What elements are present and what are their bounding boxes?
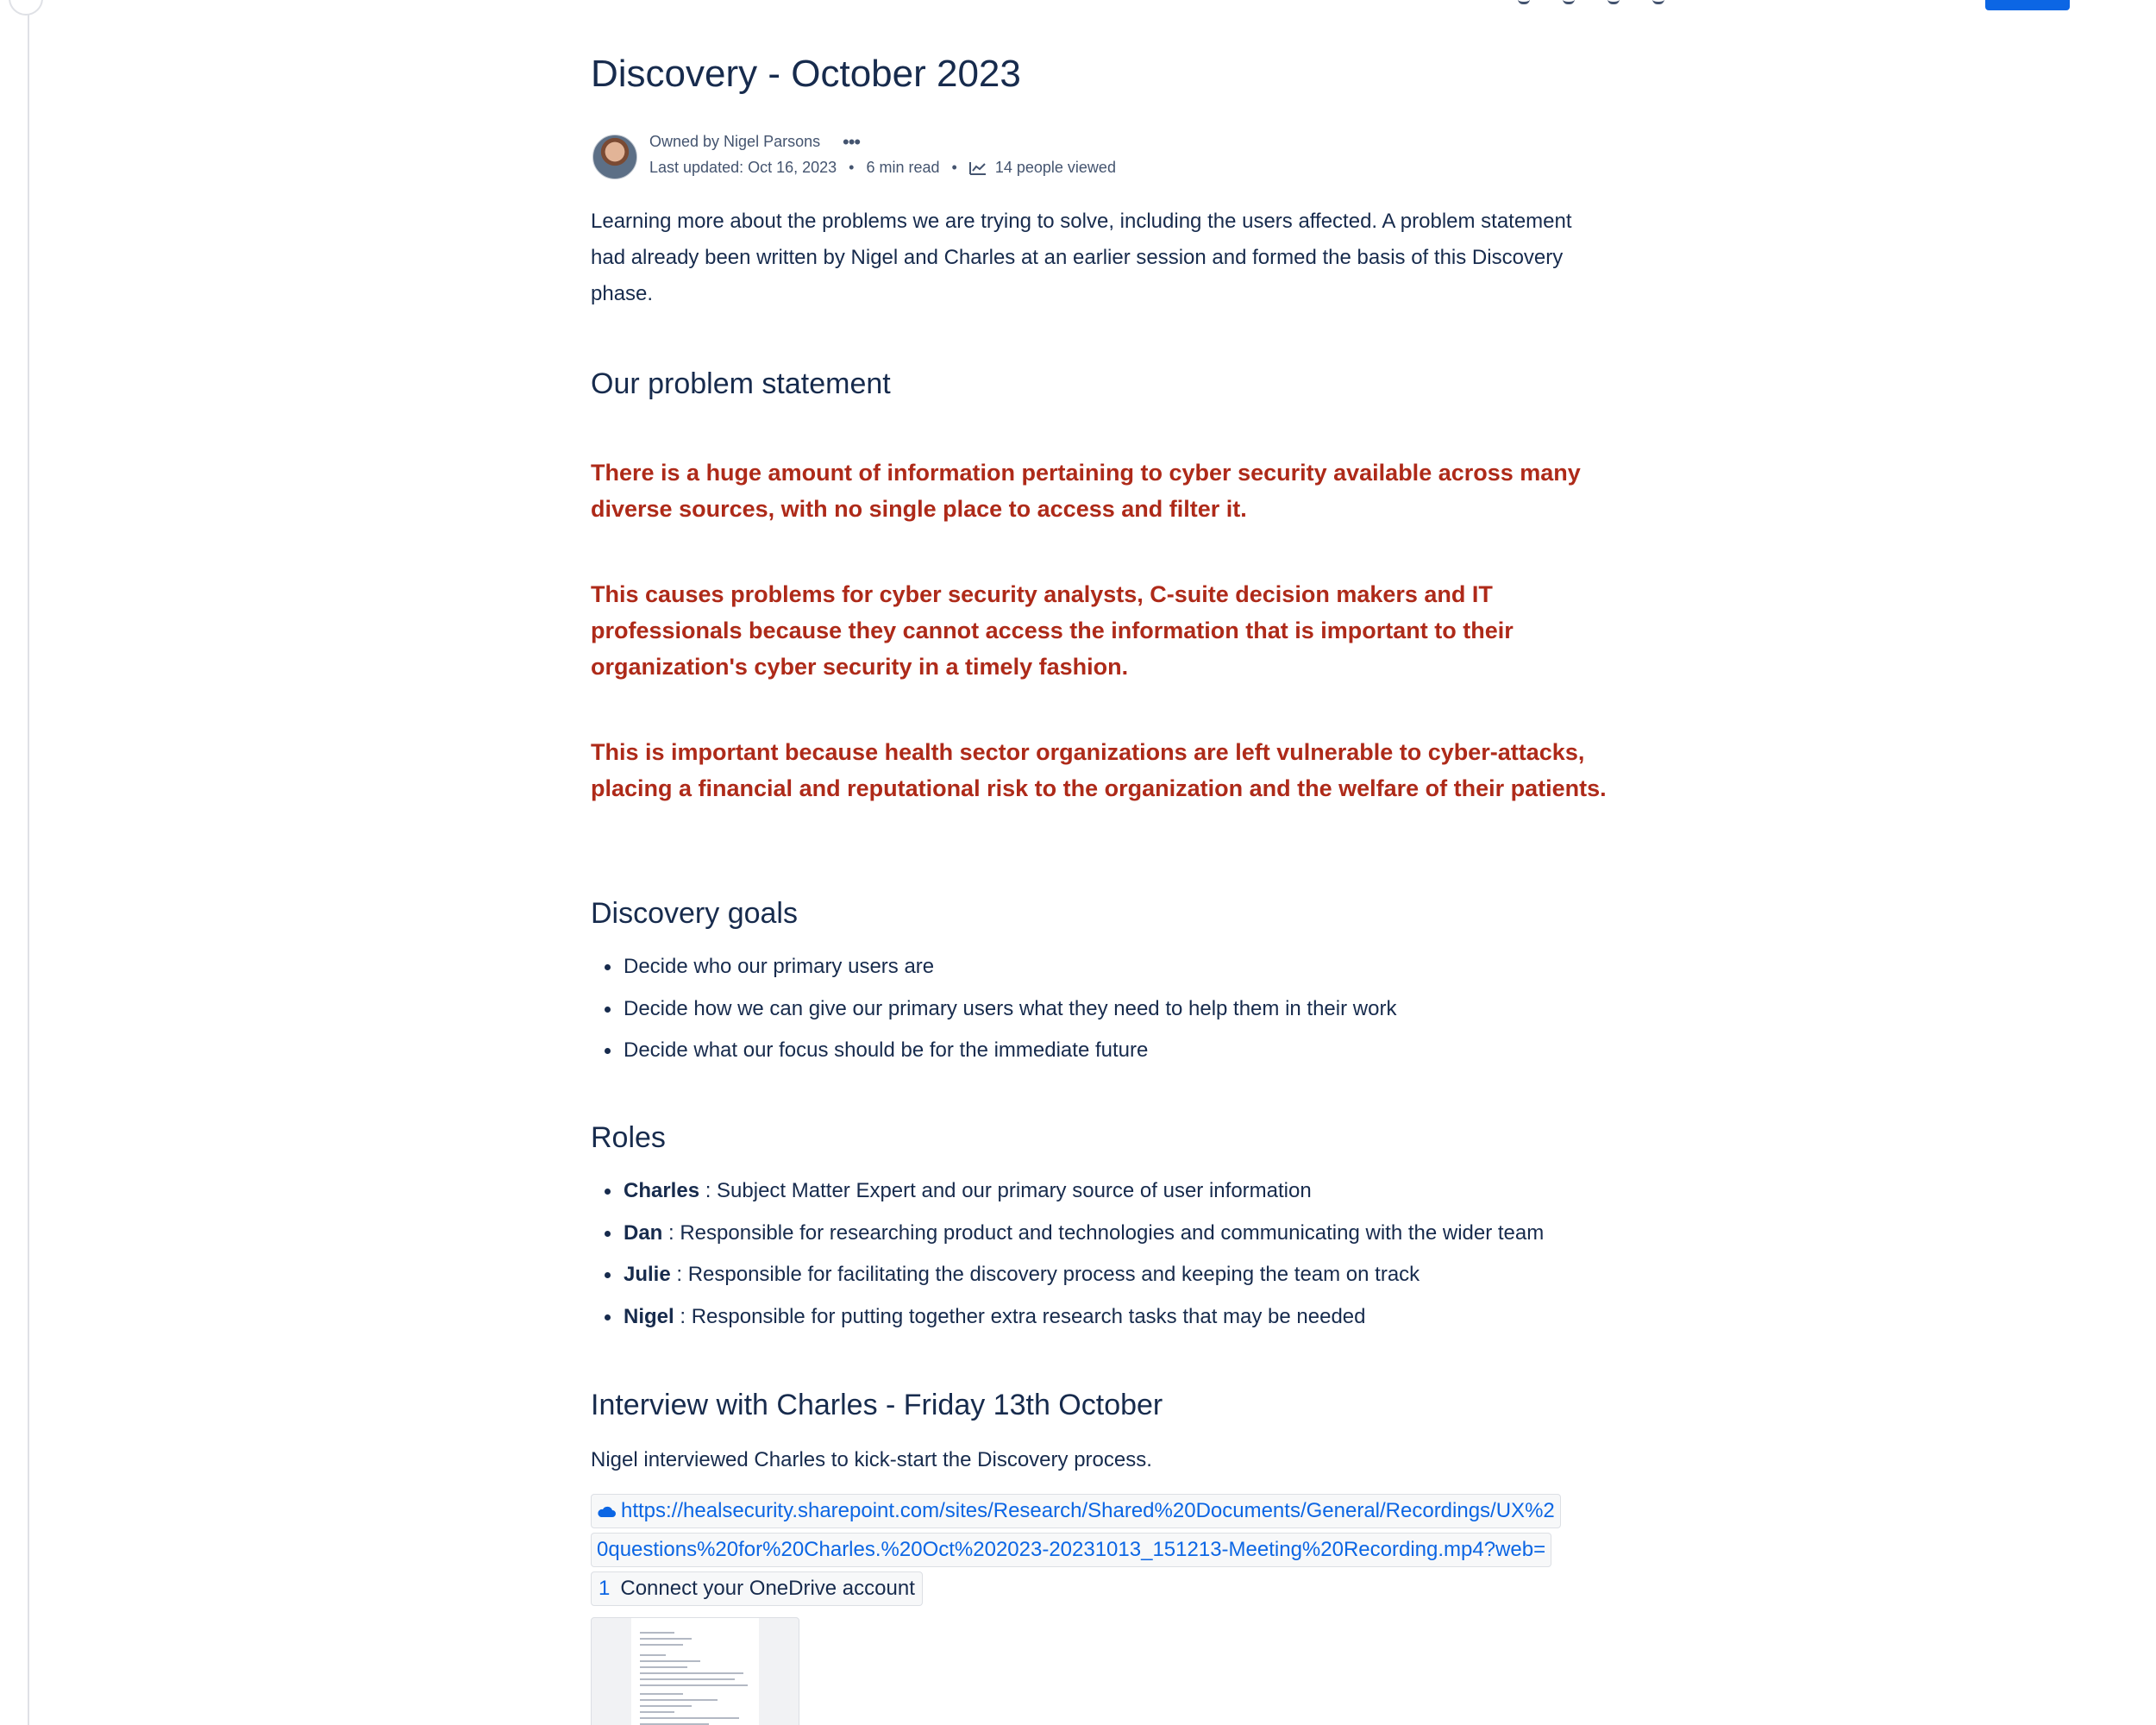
toolbar-icon[interactable] [1652,0,1664,4]
onedrive-smart-link[interactable] [591,1493,1600,1607]
avatar[interactable] [592,135,637,179]
role-description: : Subject Matter Expert and our primary source of user information [699,1179,1312,1202]
link-url-part[interactable]: https://healsecurity.sharepoint.com/sites/Research/Shared%20Documents/General/Recordings/UX%2 [621,1499,1555,1522]
list-item: Decide how we can give our primary users what they need to help them in their work [591,996,1608,1038]
separator-dot: • [951,159,957,176]
link-url-part[interactable]: 0questions%20for%20Charles.%20Oct%202023-20231013_151213-Meeting%20Recording.mp4?web= [597,1538,1546,1561]
interview-text: Nigel interviewed Charles to kick-start the Discovery process. [591,1448,1152,1471]
recording-link[interactable] [591,1494,1561,1528]
roles-heading: Roles [591,1121,666,1154]
toolbar-icons [1518,0,1664,7]
toolbar-icon[interactable] [1608,0,1620,4]
read-time: 6 min read [866,159,940,176]
link-url-part[interactable]: 1 [599,1577,611,1600]
last-updated: Last updated: Oct 16, 2023 [649,159,837,176]
role-description: : Responsible for facilitating the discovery process and keeping the team on track [670,1263,1420,1286]
more-icon[interactable]: ••• [843,131,861,153]
goals-heading: Discovery goals [591,897,798,930]
toolbar-icon[interactable] [1563,0,1575,4]
problem-paragraph: This causes problems for cyber security analysts, C-suite decision makers and IT professionals because they cannot access the information that is important to their organization's cyber security in a timely fashion. [591,581,1514,680]
roles-list [591,1178,1608,1346]
list-item [591,1304,1608,1346]
toolbar-icon[interactable] [1518,0,1530,4]
left-sidebar-edge [0,0,29,1725]
problem-heading: Our problem statement [591,367,891,400]
onedrive-cloud-icon [597,1506,616,1518]
recording-link[interactable] [591,1533,1551,1567]
list-item [591,1220,1608,1263]
problem-paragraph: This is important because health sector organizations are left vulnerable to cyber-attacks, placing a financial and reputational risk to the organization and the welfare of their patients. [591,739,1607,801]
problem-paragraph: There is a huge amount of information pertaining to cyber security available across many diverse sources, with no single place to access and filter it. [591,460,1581,522]
role-name: Nigel [624,1304,674,1328]
role-name: Julie [624,1263,671,1286]
intro-paragraph: Learning more about the problems we are trying to solve, including the users affected. A problem statement had already been written by Nigel and Charles at an earlier session and formed the basis of this Discovery phase. [591,210,1572,305]
list-item [591,1178,1608,1220]
list-item: Decide what our focus should be for the immediate future [591,1038,1608,1080]
role-description: : Responsible for researching product and technologies and communicating with the wider team [662,1220,1545,1245]
page-byline [591,131,1367,183]
goals-list [591,954,1608,1080]
publish-button[interactable] [1985,0,2070,10]
role-name: Dan [624,1220,663,1245]
owner-text[interactable]: Owned by Nigel Parsons [649,133,821,150]
connect-onedrive-button[interactable] [591,1571,923,1606]
role-description: : Responsible for putting together extra research tasks that may be needed [674,1304,1366,1328]
views-count[interactable]: 14 people viewed [994,159,1116,176]
list-item: Decide who our primary users are [591,954,1608,996]
analytics-icon [969,161,987,175]
interview-heading: Interview with Charles - Friday 13th October [591,1389,1163,1421]
page-title: Discovery - October 2023 [591,53,1021,95]
document-page-preview [631,1618,759,1725]
role-name: Charles [624,1179,700,1202]
document-thumbnail[interactable] [591,1617,799,1725]
separator-dot: • [849,159,855,176]
list-item [591,1262,1608,1304]
page-meta [649,159,1116,177]
connect-onedrive-label[interactable]: Connect your OneDrive account [620,1577,915,1600]
